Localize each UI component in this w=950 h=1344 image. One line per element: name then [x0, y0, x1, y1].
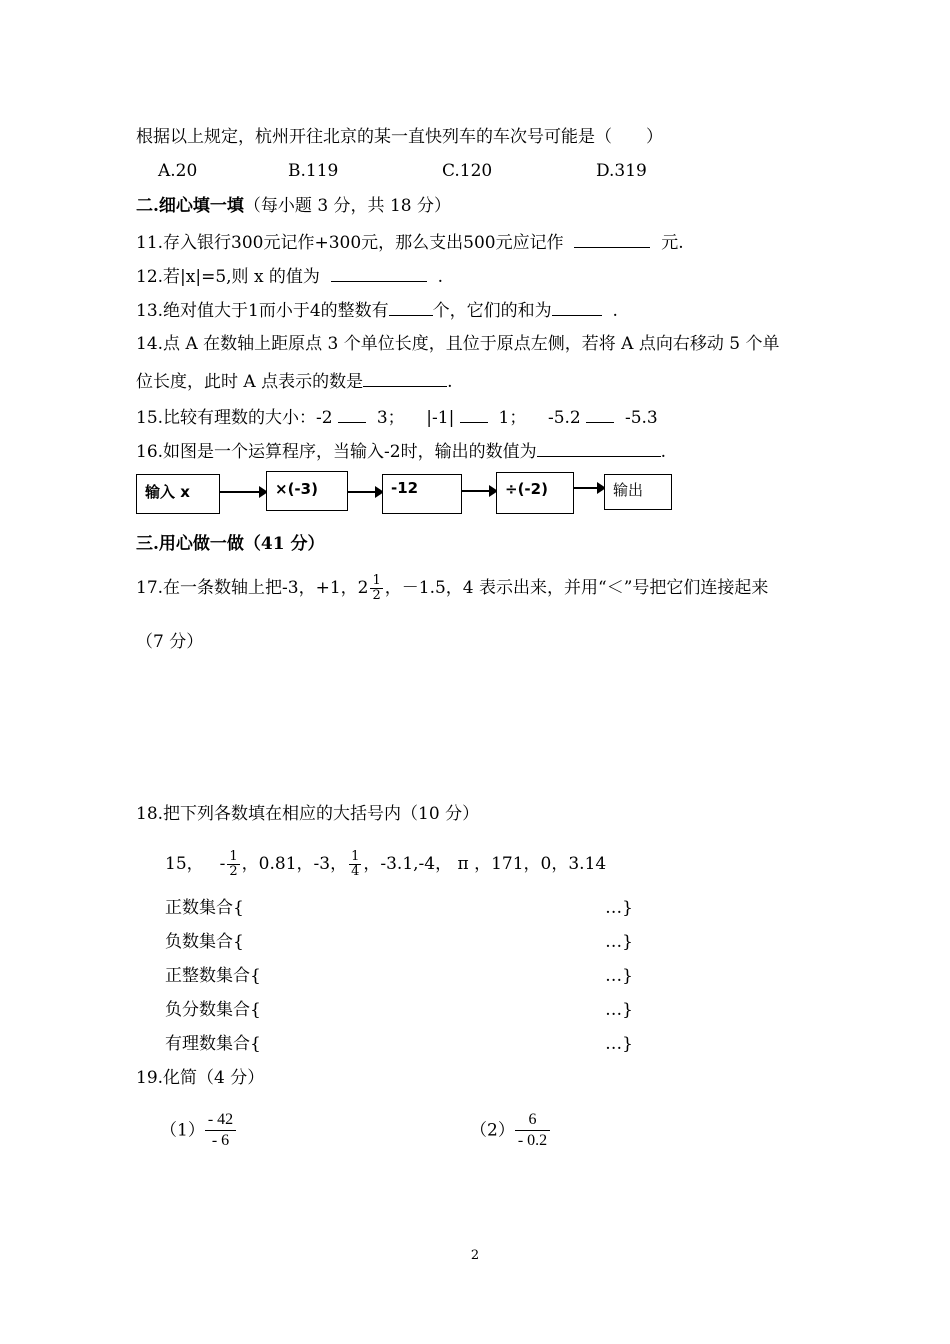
- flow-arrow-3: [462, 490, 496, 492]
- set-rational-label: 有理数集合{: [165, 1034, 261, 1054]
- q15-p3-left: -5.2: [547, 408, 581, 428]
- q13-blank-1[interactable]: [389, 297, 433, 316]
- q10-stem: 根据以上规定，杭州开往北京的某一直快列车的车次号可能是（ ）: [136, 127, 663, 147]
- q19-p2-fraction: [515, 1110, 550, 1151]
- q16-text: 16.如图是一个运算程序，当输入-2时，输出的数值为: [136, 442, 537, 462]
- set-positive[interactable]: [165, 896, 633, 920]
- q10-option-c: C.120: [442, 161, 493, 181]
- q18-frac2-den: 4: [351, 864, 360, 879]
- set-positive-integer-label: 正整数集合{: [165, 966, 261, 986]
- q11-text: 11.存入银行300元记作+300元，那么支出500元应记作: [136, 233, 564, 253]
- q15-label: 15.比较有理数的大小：: [136, 408, 317, 428]
- q19-p2-label: （2）: [470, 1120, 515, 1141]
- q15-blank-3[interactable]: [586, 404, 614, 423]
- q13-text-b: 个，它们的和为: [432, 301, 552, 321]
- q15-blank-1[interactable]: [338, 404, 366, 423]
- flow-box-multiply: ×(-3): [266, 471, 348, 511]
- q18-n2-sign: -: [219, 854, 226, 874]
- q11-tail: 元.: [661, 233, 684, 253]
- q16-blank[interactable]: [537, 438, 661, 457]
- q17-line2: （7 分）: [136, 632, 204, 652]
- set-positive-label: 正数集合{: [165, 898, 244, 918]
- set-negative[interactable]: [165, 930, 633, 954]
- q17-fraction: [370, 574, 382, 603]
- q15-p1-left: -2: [316, 408, 333, 428]
- q19-p2-num: 6: [515, 1110, 550, 1131]
- q17-line1: [136, 574, 768, 603]
- q13: [136, 297, 618, 323]
- q12: [136, 263, 443, 289]
- q18-n1: 15，: [165, 854, 204, 874]
- q19-title: 19.化简（4 分）: [136, 1068, 265, 1088]
- flow-box-divide: ÷(-2): [496, 472, 574, 514]
- set-negative-end: …}: [605, 932, 633, 952]
- q15-p2-right: 1；: [498, 408, 527, 428]
- q19-p1-label: （1）: [160, 1120, 205, 1141]
- q14-line2: [136, 368, 453, 394]
- flow-arrow-2: [348, 491, 382, 493]
- q15-p3-right: -5.3: [624, 408, 658, 428]
- q19-p1-num: - 42: [205, 1110, 236, 1131]
- q11: [136, 229, 684, 255]
- q17-frac-den: 2: [372, 588, 381, 603]
- set-positive-integer-end: …}: [605, 966, 633, 986]
- section3-heading: [136, 532, 325, 556]
- page-number: 2: [470, 1248, 480, 1263]
- set-negative-fraction[interactable]: [165, 998, 633, 1022]
- q15: [136, 404, 658, 430]
- set-positive-end: …}: [605, 898, 633, 918]
- q18-numbers: [165, 850, 606, 879]
- set-rational-end: …}: [605, 1034, 633, 1054]
- q19-part1: [160, 1110, 236, 1151]
- q13-blank-2[interactable]: [552, 297, 602, 316]
- q14-line1: 14.点 A 在数轴上距原点 3 个单位长度，且位于原点左侧，若将 A 点向右移动 5 个单: [136, 334, 780, 354]
- set-negative-label: 负数集合{: [165, 932, 244, 952]
- q17-frac-num: 1: [372, 573, 381, 588]
- flow-arrow-1: [220, 491, 266, 493]
- q15-p1-right: 3；: [376, 408, 405, 428]
- q15-blank-2[interactable]: [460, 404, 488, 423]
- q12-blank[interactable]: [331, 263, 427, 282]
- q14-text: 位长度，此时 A 点表示的数是: [136, 372, 364, 392]
- section3-note: （41 分）: [243, 534, 325, 554]
- q10-option-d: D.319: [596, 161, 647, 181]
- flow-box-input: 输入 x: [136, 474, 220, 514]
- section2-heading: [136, 194, 451, 218]
- set-negative-fraction-end: …}: [605, 1000, 633, 1020]
- q11-blank[interactable]: [574, 229, 650, 248]
- q18-frac1-den: 2: [229, 864, 238, 879]
- section2-title: 二.细心填一填: [136, 196, 244, 216]
- q19-part2: [470, 1110, 550, 1151]
- q18-n5: ，-3.1,-4， π ，171，0，3.14: [363, 854, 607, 874]
- set-negative-fraction-label: 负分数集合{: [165, 1000, 261, 1020]
- q19-p1-den: - 6: [211, 1132, 230, 1149]
- q19-p2-den: - 0.2: [517, 1132, 548, 1149]
- q16-tail: .: [660, 442, 667, 462]
- q17-text-b: ，－1.5，4 表示出来，并用“＜”号把它们连接起来: [384, 578, 769, 598]
- q18-n3: ，0.81，-3，: [241, 854, 348, 874]
- q18-frac1-num: 1: [229, 849, 238, 864]
- flow-arrow-4: [574, 487, 604, 489]
- q18-frac2-num: 1: [351, 849, 360, 864]
- q14-blank[interactable]: [363, 368, 447, 387]
- set-rational[interactable]: [165, 1032, 633, 1056]
- q13-text-a: 13.绝对值大于1而小于4的整数有: [136, 301, 389, 321]
- q14-tail: .: [447, 372, 453, 392]
- q12-text: 12.若|x|=5,则 x 的值为: [136, 267, 320, 287]
- q17-text-a: 17.在一条数轴上把-3，+1，2: [136, 578, 369, 598]
- q18-fraction-2: [349, 850, 361, 879]
- q19-p1-fraction: [205, 1110, 236, 1151]
- q18-fraction-1: [227, 850, 239, 879]
- q16: [136, 438, 666, 464]
- q12-tail: .: [437, 267, 443, 287]
- q13-tail: .: [612, 301, 618, 321]
- section2-note: （每小题 3 分，共 18 分）: [243, 196, 451, 216]
- q15-p2-left: |-1|: [426, 408, 455, 428]
- section3-title: 三.用心做一做: [136, 534, 244, 554]
- q10-option-a: A.20: [158, 161, 198, 181]
- flow-box-intermediate: -12: [382, 474, 462, 514]
- set-positive-integer[interactable]: [165, 964, 633, 988]
- q18-title: 18.把下列各数填在相应的大括号内（10 分）: [136, 804, 480, 824]
- q10-option-b: B.119: [288, 161, 339, 181]
- flow-box-output: 输出: [604, 474, 672, 510]
